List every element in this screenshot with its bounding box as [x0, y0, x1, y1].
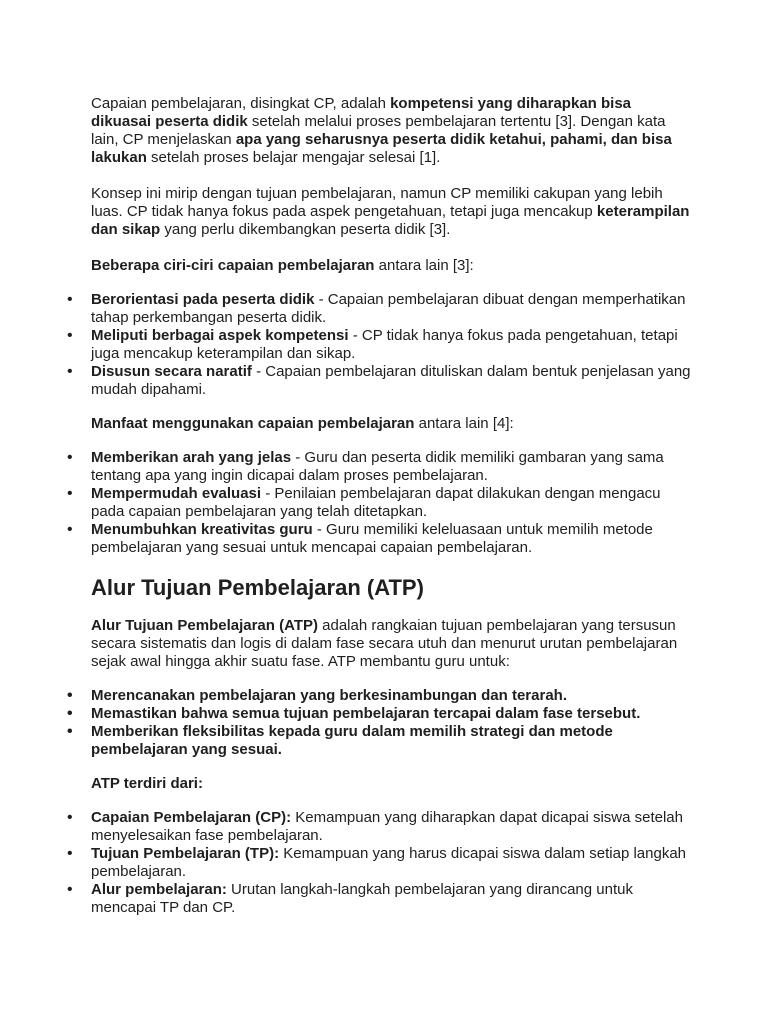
text-run: - Guru memiliki keleluasaan untuk memilih metode pembelajaran yang sesuai untuk mencapai capaian pembelajaran. — [91, 521, 653, 556]
atp-definition-paragraph — [91, 617, 691, 671]
list-item — [91, 363, 691, 399]
text-run: Urutan langkah-langkah pembelajaran yang dirancang untuk mencapai TP dan CP. — [91, 881, 633, 916]
ciri-list — [91, 291, 691, 399]
text-run: yang perlu dikembangkan peserta didik [3]. — [160, 221, 451, 238]
bold-run: Mempermudah evaluasi — [91, 485, 262, 502]
bold-run: Alur pembelajaran: — [91, 881, 227, 898]
text-run: - CP tidak hanya fokus pada pengetahuan, tetapi juga mencakup keterampilan dan sikap. — [91, 327, 678, 362]
document-content — [91, 95, 691, 933]
bold-run: Meliputi berbagai aspek kompetensi — [91, 327, 349, 344]
bold-run: Disusun secara naratif — [91, 363, 252, 380]
list-item — [91, 881, 691, 917]
bold-run: Tujuan Pembelajaran (TP): — [91, 845, 280, 862]
list-item: • Merencanakan pembelajaran yang berkesinambungan dan terarah. — [91, 687, 691, 705]
text-run: antara lain [3]: — [374, 257, 474, 274]
text-run: - Capaian pembelajaran dituliskan dalam bentuk penjelasan yang mudah dipahami. — [91, 363, 691, 398]
list-item: • Memberikan fleksibilitas kepada guru dalam memilih strategi dan metode pembelajaran yang sesuai. — [91, 723, 691, 759]
text-run: setelah proses belajar mengajar selesai [1]. — [146, 149, 441, 166]
text-run: Kemampuan yang harus dicapai siswa dalam setiap langkah pembelajaran. — [91, 845, 686, 880]
list-item — [91, 845, 691, 881]
atp-components-intro — [91, 775, 691, 793]
atp-heading: Alur Tujuan Pembelajaran (ATP) — [91, 575, 424, 600]
bold-run: Alur Tujuan Pembelajaran (ATP) — [91, 617, 318, 634]
atp-benefit-list — [91, 687, 691, 759]
bold-run: Beberapa ciri-ciri capaian pembelajaran — [91, 257, 375, 274]
list-item — [91, 485, 691, 521]
bold-run: Capaian Pembelajaran (CP): — [91, 809, 292, 826]
manfaat-intro — [91, 415, 691, 433]
atp-components-list — [91, 809, 691, 917]
bold-run: keterampilan dan sikap — [91, 203, 690, 238]
list-item — [91, 449, 691, 485]
text-run: - Penilaian pembelajaran dapat dilakukan dengan mengacu pada capaian pembelajaran yang telah ditetapkan. — [91, 485, 661, 520]
text-run: Konsep ini mirip dengan tujuan pembelajaran, namun CP memiliki cakupan yang lebih luas. CP tidak hanya fokus pada aspek pengetahuan, tetapi juga mencakup — [91, 185, 663, 220]
bold-run: Manfaat menggunakan capaian pembelajaran — [91, 415, 415, 432]
list-item — [91, 327, 691, 363]
bold-run: Menumbuhkan kreativitas guru — [91, 521, 313, 538]
text-run: setelah melalui proses pembelajaran tertentu [3]. Dengan kata lain, CP menjelaskan — [91, 113, 666, 148]
bold-run: Berorientasi pada peserta didik — [91, 291, 315, 308]
list-item — [91, 809, 691, 845]
bold-run: kompetensi yang diharapkan bisa dikuasai peserta didik — [91, 95, 632, 130]
list-item — [91, 291, 691, 327]
list-item: • Memastikan bahwa semua tujuan pembelajaran tercapai dalam fase tersebut. — [91, 705, 691, 723]
text-run: - Guru dan peserta didik memiliki gambaran yang sama tentang apa yang ingin dicapai dalam proses pembelajaran. — [91, 449, 664, 484]
text-run: - Capaian pembelajaran dibuat dengan memperhatikan tahap perkembangan peserta didik. — [91, 291, 686, 326]
cp-definition-paragraph — [91, 95, 691, 167]
cp-concept-paragraph — [91, 185, 691, 239]
manfaat-list — [91, 449, 691, 557]
bold-run: apa yang seharusnya peserta didik ketahui, pahami, dan bisa lakukan — [91, 131, 672, 166]
text-run: antara lain [4]: — [414, 415, 514, 432]
list-item — [91, 521, 691, 557]
text-run: adalah rangkaian tujuan pembelajaran yang tersusun secara sistematis dan logis di dalam fase secara utuh dan menurut urutan pembelajaran sejak awal hingga akhir suatu fase. ATP membantu guru untuk: — [91, 617, 678, 670]
ciri-intro — [91, 257, 691, 275]
bold-run: ATP terdiri dari: — [91, 775, 203, 792]
text-run: Capaian pembelajaran, disingkat CP, adalah — [91, 95, 391, 112]
text-run: Kemampuan yang diharapkan dapat dicapai siswa setelah menyelesaikan fase pembelajaran. — [91, 809, 683, 844]
bold-run: Memberikan arah yang jelas — [91, 449, 292, 466]
